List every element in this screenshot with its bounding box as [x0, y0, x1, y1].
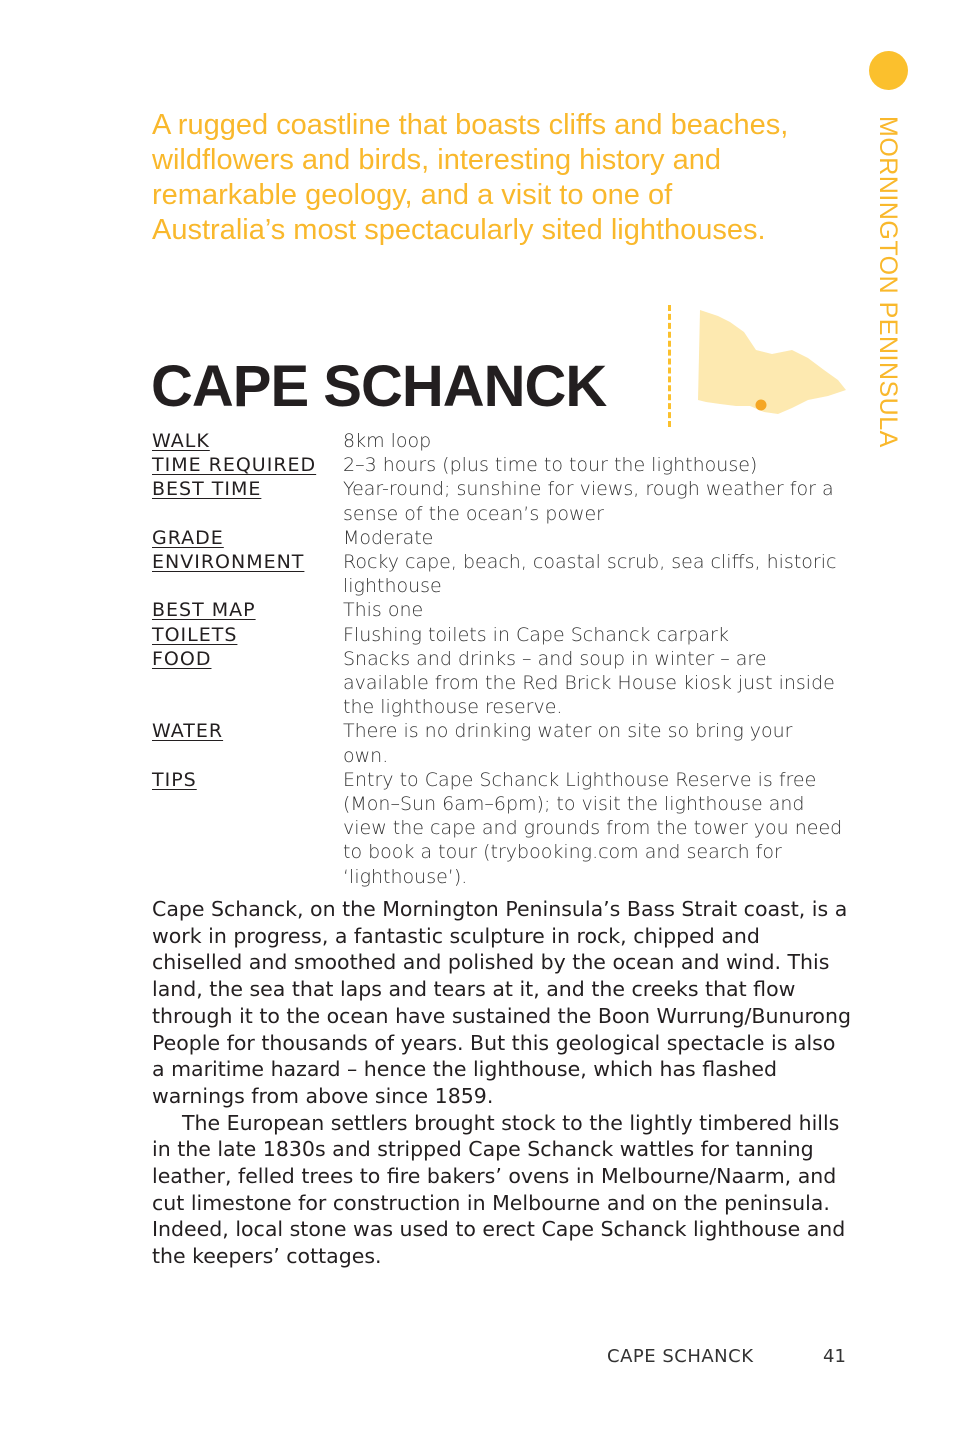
info-value: Snacks and drinks – and soup in winter – are available from the Red Brick House kiosk just inside the lighthouse reserve. — [343, 647, 835, 719]
body-paragraph: The European settlers brought stock to the lightly timbered hills in the late 1830s and stripped Cape Schanck wattles for tanning leather, felled trees to fire bakers’ ovens in Melbourne/Naarm, and cut limestone for construction in Melbourne and on the peninsula. Indeed, local stone was used to erect Cape Schanck lighthouse and the keepers’ cottages. — [152, 1110, 846, 1269]
info-label: TOILETS — [152, 623, 238, 646]
info-value: Flushing toilets in Cape Schanck carpark — [343, 623, 729, 646]
info-row-best-time — [152, 477, 852, 525]
info-row-environment — [152, 550, 852, 598]
info-row-tips — [152, 768, 852, 889]
victoria-map-icon — [696, 308, 848, 418]
dashed-divider — [668, 305, 671, 427]
info-row-time-required — [152, 453, 852, 477]
info-row-water — [152, 719, 852, 767]
info-value: Year-round; sunshine for views, rough weather for a sense of the ocean’s power — [343, 478, 834, 525]
page-number: 41 — [823, 1346, 846, 1367]
info-value: Rocky cape, beach, coastal scrub, sea cliffs, historic lighthouse — [343, 551, 837, 598]
info-value: 2–3 hours (plus time to tour the lighthouse) — [343, 454, 758, 477]
info-label: GRADE — [152, 526, 224, 549]
location-marker — [756, 400, 767, 411]
section-dot — [869, 51, 908, 90]
body-paragraph: Cape Schanck, on the Mornington Peninsula’s Bass Strait coast, is a work in progress, a fantastic sculpture in rock, chipped and chiselled and smoothed and polished by the ocean and wind. This land, the sea that laps and tears at it, and the creeks that flow through it to the ocean have sustained the Boon Wurrung/Bunurong People for thousands of years. But this geological spectacle is also a maritime hazard – hence the lighthouse, which has flashed warnings from above since 1859. — [152, 897, 851, 1108]
walk-info-table — [152, 429, 852, 889]
info-label: BEST MAP — [152, 599, 256, 622]
info-row-best-map — [152, 598, 852, 622]
info-row-food — [152, 647, 852, 720]
info-value: This one — [343, 599, 424, 622]
info-label: FOOD — [152, 647, 212, 670]
section-label: MORNINGTON PENINSULA — [874, 116, 902, 448]
info-label: WATER — [152, 720, 224, 743]
info-row-walk — [152, 429, 852, 453]
info-label: BEST TIME — [152, 478, 262, 501]
info-label: TIPS — [152, 768, 197, 791]
info-value: There is no drinking water on site so bring your own. — [343, 720, 793, 767]
page-title: CAPE SCHANCK — [151, 354, 607, 419]
info-row-toilets — [152, 623, 852, 647]
body-text — [152, 896, 852, 1270]
info-label: WALK — [152, 430, 210, 452]
info-label: TIME REQUIRED — [152, 454, 317, 477]
info-value: 8km loop — [343, 430, 432, 452]
running-footer: CAPE SCHANCK — [607, 1346, 754, 1367]
intro-text: A rugged coastline that boasts cliffs and beaches, wildflowers and birds, interesting history and remarkable geology, and a visit to one of Australia’s most spectacularly sited lighthouses. — [152, 109, 789, 246]
info-label: ENVIRONMENT — [152, 551, 305, 574]
info-row-grade — [152, 526, 852, 550]
info-value: Moderate — [343, 526, 434, 549]
info-value: Entry to Cape Schanck Lighthouse Reserve is free (Mon–Sun 6am–6pm); to visit the lighthouse and view the cape and grounds from the tower you need to book a tour (trybooking.com and search for ‘lighthouse’). — [343, 768, 843, 888]
